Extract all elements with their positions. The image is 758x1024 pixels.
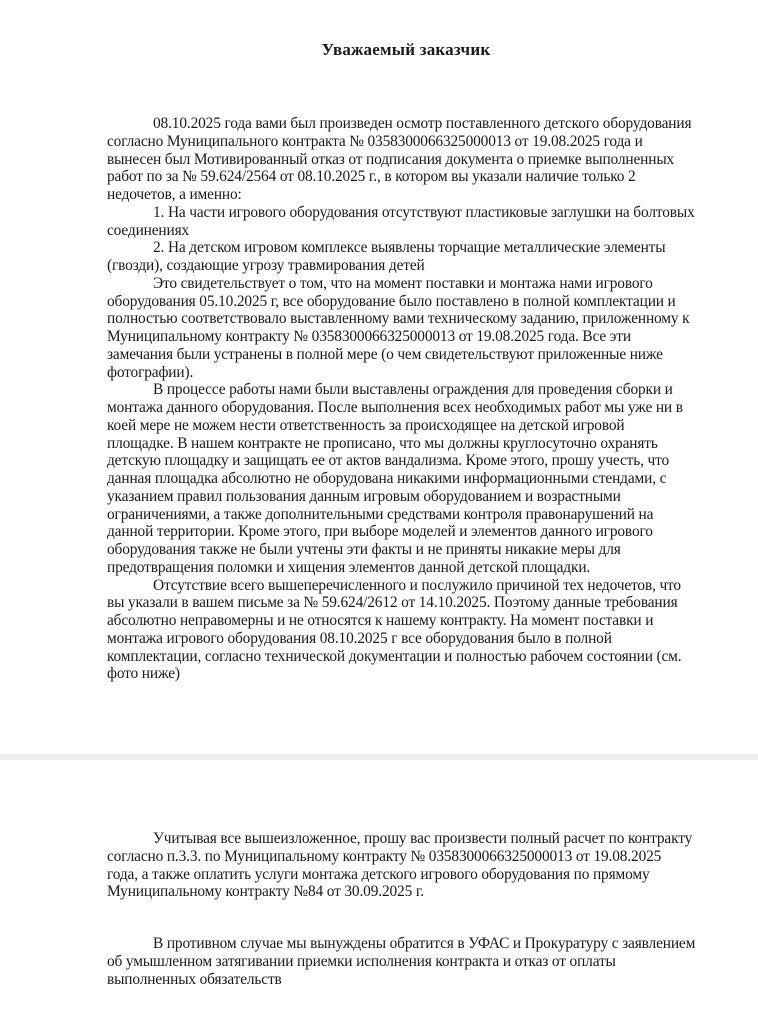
paragraph-delivery-compliance <box>107 275 717 382</box>
text-line: ограничениями, а также дополнительными средствами контроля правонарушений на <box>107 505 654 523</box>
text-line: комплектации, согласно технической документации и полностью рабочем состоянии (см. <box>107 647 682 665</box>
text-line: монтажа игрового оборудования 08.10.2025 г все оборудования было в полной <box>107 629 612 647</box>
text-line: В процессе работы нами были выставлены ограждения для проведения сборки и <box>153 381 673 399</box>
text-line: Учитывая все вышеизложенное, прошу вас произвести полный расчет по контракту <box>153 830 693 847</box>
text-line: работ по за № 59.624/2564 от 08.10.2025 г., в котором вы указали наличие только 2 <box>107 168 636 186</box>
text-line: соединениях <box>107 221 190 239</box>
text-line: площадке. В нашем контракте не прописано, что мы должны круглосуточно охранять <box>107 434 658 452</box>
text-line: фотографии). <box>107 363 194 381</box>
text-line: абсолютно неправомерны и не относятся к нашему контракту. На момент поставки и <box>107 612 654 629</box>
text-line: Муниципальному контракту № 0358300066325000013 от 19.08.2025 года. Все эти <box>107 328 631 345</box>
text-line: оборудования 05.10.2025 г, все оборудование было поставлено в полной комплектации и <box>107 292 676 310</box>
text-line: согласно п.3.3. по Муниципальному контракту № 0358300066325000013 от 19.08.2025 <box>107 847 662 865</box>
text-line: коей мере не можем нести ответственность за происходящее на детской игровой <box>107 416 625 434</box>
text-line: замечания были устранены в полной мере (о чем свидетельствуют приложенные ниже <box>107 345 663 363</box>
text-line: выполненных обязательств <box>107 970 282 988</box>
paragraph-inspection-notice <box>107 115 717 204</box>
text-line: 2. На детском игровом комплексе выявлены торчащие металлические элементы <box>153 239 666 257</box>
text-line: детскую площадку и защищать ее от актов вандализма. Кроме этого, прошу учесть, что <box>107 452 669 470</box>
page-1-body <box>107 115 717 683</box>
text-line: недочетов, а именно: <box>107 186 242 203</box>
text-line: вы указали в вашем письме за № 59.624/2612 от 14.10.2025. Поэтому данные требования <box>107 594 678 612</box>
text-line: монтажа данного оборудования. После выполнения всех необходимых работ мы уже ни в <box>107 399 683 416</box>
text-line: (гвозди), создающие угрозу травмирования детей <box>107 257 425 274</box>
text-line: данной территории. Кроме этого, при выборе моделей и элементов данного игрового <box>107 523 653 541</box>
text-line: 08.10.2025 года вами был произведен осмотр поставленного детского оборудования <box>153 115 692 132</box>
list-item-defect-1 <box>107 204 717 240</box>
text-line: вынесен был Мотивированный отказ от подписания документа о приемке выполненных <box>107 150 675 168</box>
text-line: Отсутствие всего вышеперечисленного и послужило причиной тех недочетов, что <box>153 576 681 594</box>
text-line: согласно Муниципального контракта № 0358300066325000013 от 19.08.2025 года и <box>107 132 643 150</box>
text-line: оборудования также не были учтены эти факты и не приняты никакие меры для <box>107 541 621 558</box>
text-line: данная площадка абсолютно не оборудована никакими информационными стендами, с <box>107 470 667 487</box>
paragraph-payment-request <box>107 830 717 901</box>
letter-title: Уважаемый заказчик <box>321 40 491 59</box>
list-item-defect-2 <box>107 239 717 275</box>
text-line: года, а также оплатить услуги монтажа детского игрового оборудования по прямому <box>107 865 650 883</box>
paragraph-responsibility <box>107 381 717 576</box>
text-line: 1. На части игрового оборудования отсутствуют пластиковые заглушки на болтовых <box>153 203 695 221</box>
text-line: фото ниже) <box>107 665 180 683</box>
text-line: полностью соответствовало выставленному вами техническому заданию, приложенному к <box>107 310 690 328</box>
text-line: Муниципальному контракту №84 от 30.09.2025 г. <box>107 883 424 901</box>
text-line: указанием правил пользования данным игровым оборудованием и возрастными <box>107 487 621 505</box>
paragraph-warning <box>107 935 717 988</box>
document-page-2 <box>0 760 758 1024</box>
text-line: Это свидетельствует о том, что на момент поставки и монтажа нами игрового <box>153 274 653 292</box>
paragraph-conclusion <box>107 577 717 684</box>
text-line: В противном случае мы вынуждены обратится в УФАС и Прокуратуру с заявлением <box>153 935 696 952</box>
text-line: об умышленном затягивании приемки исполнения контракта и отказ от оплаты <box>107 952 616 970</box>
text-line: предотвращения поломки и хищения элементов данной детской площадки. <box>107 558 591 576</box>
